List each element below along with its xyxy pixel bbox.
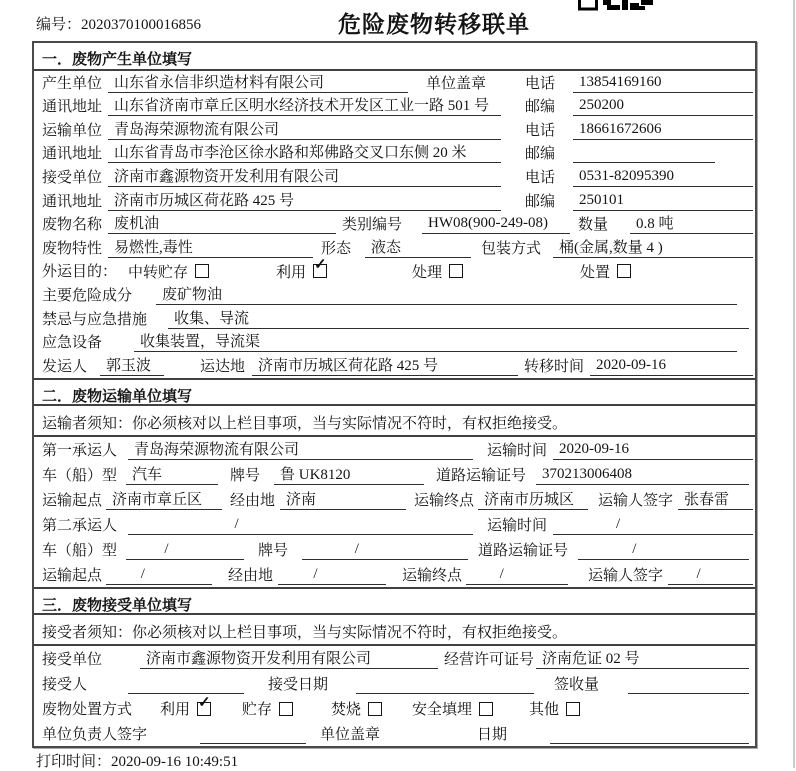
field-value: 18661672606	[573, 121, 753, 140]
field-value: 250200	[573, 97, 753, 116]
form-row	[34, 142, 755, 166]
checkbox	[617, 264, 631, 278]
field-value: 济南市鑫源物资开发利用有限公司	[108, 165, 501, 187]
field-value: 废矿物油	[156, 283, 737, 305]
checkbox-label: 利用	[160, 702, 191, 719]
checkbox-label: 安全填埋	[412, 702, 473, 719]
checkbox-option	[331, 699, 412, 719]
checkbox-label: 贮存	[242, 702, 273, 719]
checkbox-option	[412, 261, 580, 281]
field-label: 运输时间	[487, 442, 548, 459]
field-value: 2020-09-16	[553, 441, 753, 460]
checkbox	[368, 702, 382, 716]
section-receiver	[34, 587, 755, 746]
checkbox	[279, 702, 293, 716]
form-row	[34, 437, 755, 462]
section-transporter-rows	[34, 437, 755, 587]
checkbox-label: 处置	[580, 264, 611, 281]
form-row	[34, 71, 755, 95]
checkbox-option	[412, 699, 529, 719]
field-label: 车（船）型	[42, 542, 118, 559]
field-value: /	[126, 541, 244, 560]
serial-value: 2020370100016856	[81, 17, 202, 33]
field-label: 邮编	[525, 146, 556, 163]
form-row	[34, 721, 755, 746]
field-value	[356, 675, 534, 694]
form-row	[34, 236, 755, 260]
field-label: 第二承运人	[42, 517, 118, 534]
page-title: 危险废物转移联单	[338, 12, 530, 37]
field-label: 接受日期	[268, 676, 329, 693]
form-row	[34, 462, 755, 487]
checkbox-option	[276, 257, 412, 281]
field-value: 张春雷	[678, 488, 753, 510]
print-time-value: 2020-09-16 10:49:51	[111, 754, 239, 770]
field-value	[200, 725, 306, 744]
field-value: /	[668, 566, 753, 585]
field-label: 产生单位	[42, 75, 103, 92]
field-label: 运达地	[200, 358, 246, 375]
field-label: 通讯地址	[42, 99, 103, 116]
form-row	[34, 189, 755, 213]
field-value: 汽车	[126, 463, 218, 485]
section-heading: 一．废物产生单位填写	[34, 43, 755, 71]
field-value: 济南市历城区荷花路 425 号	[108, 189, 501, 211]
field-value: 370213006408	[536, 466, 749, 485]
field-label: 形态	[321, 240, 352, 257]
field-label: 运输起点	[42, 492, 103, 509]
receiver-note: 接受者须知：你必须核对以上栏目事项，当与实际情况不符时，有权拒绝接受。	[34, 615, 755, 646]
field-label: 废物特性	[42, 240, 103, 257]
field-label: 转移时间	[524, 358, 585, 375]
field-value: /	[466, 566, 568, 585]
field-label: 签收量	[554, 676, 600, 693]
field-value: /	[578, 541, 749, 560]
field-label: 电话	[525, 122, 556, 139]
field-value: 济南市历城区荷花路 425 号	[252, 354, 518, 376]
field-label: 牌号	[230, 467, 261, 484]
field-value: 济南市鑫源物资开发利用有限公司	[140, 647, 438, 669]
form-row	[34, 512, 755, 537]
field-label: 数量	[578, 217, 609, 234]
field-label: 运输时间	[487, 517, 548, 534]
field-label: 废物处置方式	[42, 701, 133, 718]
serial-label: 编号：	[36, 17, 82, 33]
field-value: 0531-82095390	[573, 168, 753, 187]
form-row	[34, 331, 755, 355]
field-value: 济南市历城区	[478, 488, 588, 510]
field-value	[573, 144, 715, 163]
field-value: 2020-09-16	[590, 357, 753, 376]
field-value: 废机油	[108, 212, 336, 234]
field-label: 发运人	[42, 358, 88, 375]
checkbox-option	[160, 694, 242, 719]
field-value: 收集装置，导流渠	[134, 330, 737, 352]
form-row	[34, 307, 755, 331]
section-transporter	[34, 378, 755, 587]
field-value: 郭玉波	[100, 354, 164, 376]
field-label: 通讯地址	[42, 193, 103, 210]
field-label: 第一承运人	[42, 442, 118, 459]
field-value: 液态	[365, 236, 471, 258]
field-value: /	[278, 566, 386, 585]
field-value: 青岛海荣源物流有限公司	[128, 438, 473, 460]
field-label: 经营许可证号	[444, 651, 535, 668]
field-value: 13854169160	[573, 74, 753, 93]
field-label: 单位负责人签字	[42, 726, 148, 743]
checkbox	[197, 694, 211, 716]
field-label: 道路运输证号	[436, 467, 527, 484]
field-label: 日期	[477, 726, 508, 743]
field-label: 接受单位	[42, 169, 103, 186]
field-value: HW08(900-249-08)	[422, 215, 570, 234]
form-row	[34, 95, 755, 119]
section-generator	[34, 43, 755, 378]
field-value: 青岛海荣源物流有限公司	[108, 118, 501, 140]
section-heading: 二．废物运输单位填写	[34, 378, 755, 406]
form-row	[34, 165, 755, 189]
form-row	[34, 537, 755, 562]
field-label: 禁忌与应急措施	[42, 311, 148, 328]
field-value: 山东省永信非织造材料有限公司	[108, 71, 408, 93]
field-label: 外运目的：	[42, 264, 118, 281]
field-label: 电话	[525, 75, 556, 92]
checkbox-label: 其他	[529, 702, 560, 719]
checkbox	[313, 257, 327, 278]
field-label: 运输起点	[42, 567, 103, 584]
field-label: 车（船）型	[42, 467, 118, 484]
checkbox-label: 中转贮存	[128, 264, 189, 281]
form-row	[34, 696, 755, 721]
qr-code-partial-icon	[578, 0, 654, 11]
field-label: 接受人	[42, 676, 88, 693]
field-label: 经由地	[230, 492, 276, 509]
field-label: 运输终点	[414, 492, 475, 509]
field-label: 通讯地址	[42, 146, 103, 163]
form-row	[34, 562, 755, 587]
field-value	[628, 675, 749, 694]
check-mark-icon: ✓	[198, 694, 211, 711]
field-label: 单位盖章	[426, 75, 487, 92]
serial-number	[36, 13, 201, 34]
field-label: 道路运输证号	[478, 542, 569, 559]
field-label: 运输人签字	[588, 567, 664, 584]
field-label: 类别编号	[342, 217, 403, 234]
section-heading: 三．废物接受单位填写	[34, 587, 755, 615]
field-label: 电话	[525, 169, 556, 186]
field-label: 主要危险成分	[42, 287, 133, 304]
checkbox	[479, 702, 493, 716]
form-row	[34, 487, 755, 512]
form-row	[34, 671, 755, 696]
field-label: 运输终点	[402, 567, 463, 584]
checkbox-option	[529, 699, 753, 719]
field-value: 济南市章丘区	[106, 488, 222, 510]
field-label: 经由地	[228, 567, 274, 584]
page-edge-line	[793, 0, 795, 768]
field-value: 0.8 吨	[630, 212, 753, 234]
field-value: 鲁 UK8120	[274, 463, 424, 485]
checkbox-option	[580, 261, 753, 281]
form-row	[34, 354, 755, 378]
field-label: 运输人签字	[598, 492, 674, 509]
form-row	[34, 283, 755, 307]
checkbox	[566, 702, 580, 716]
field-value: 山东省济南市章丘区明水经济技术开发区工业一路 501 号	[108, 94, 501, 116]
section-receiver-rows	[34, 646, 755, 746]
field-label: 邮编	[525, 193, 556, 210]
field-value: 山东省青岛市李沧区徐水路和郑佛路交叉口东侧 20 米	[108, 141, 501, 163]
checkbox	[195, 264, 209, 278]
checkbox-option	[128, 261, 276, 281]
checkbox	[449, 264, 463, 278]
form-row	[34, 646, 755, 671]
field-label: 牌号	[258, 542, 289, 559]
field-value: 易燃性,毒性	[108, 236, 313, 258]
field-label: 应急设备	[42, 335, 103, 352]
manifest-form	[32, 41, 757, 748]
checkbox-label: 利用	[276, 264, 307, 281]
field-value: /	[302, 541, 468, 560]
check-mark-icon: ✓	[314, 257, 327, 274]
field-label: 废物名称	[42, 217, 103, 234]
form-row	[34, 213, 755, 237]
form-row	[34, 257, 755, 284]
checkbox-label: 处理	[412, 264, 443, 281]
print-time-label: 打印时间：	[36, 754, 112, 770]
section-generator-rows	[34, 71, 755, 378]
field-label: 邮编	[525, 99, 556, 116]
field-label: 包装方式	[481, 240, 542, 257]
field-label: 接受单位	[42, 651, 103, 668]
checkbox-option	[242, 699, 331, 719]
field-label: 单位盖章	[320, 726, 381, 743]
field-label: 运输单位	[42, 122, 103, 139]
form-row	[34, 118, 755, 142]
field-value: 桶(金属,数量 4 )	[553, 236, 753, 258]
field-value: 收集、导流	[168, 307, 749, 329]
field-value: 济南	[280, 488, 406, 510]
field-value: 250101	[573, 192, 753, 211]
checkbox-label: 焚烧	[331, 702, 362, 719]
transporter-note: 运输者须知：你必须核对以上栏目事项，当与实际情况不符时，有权拒绝接受。	[34, 406, 755, 437]
field-value: /	[106, 566, 212, 585]
field-value	[550, 725, 749, 744]
field-value: /	[553, 516, 753, 535]
field-value: 济南危证 02 号	[536, 647, 749, 669]
field-value	[128, 675, 244, 694]
field-value: /	[128, 516, 473, 535]
